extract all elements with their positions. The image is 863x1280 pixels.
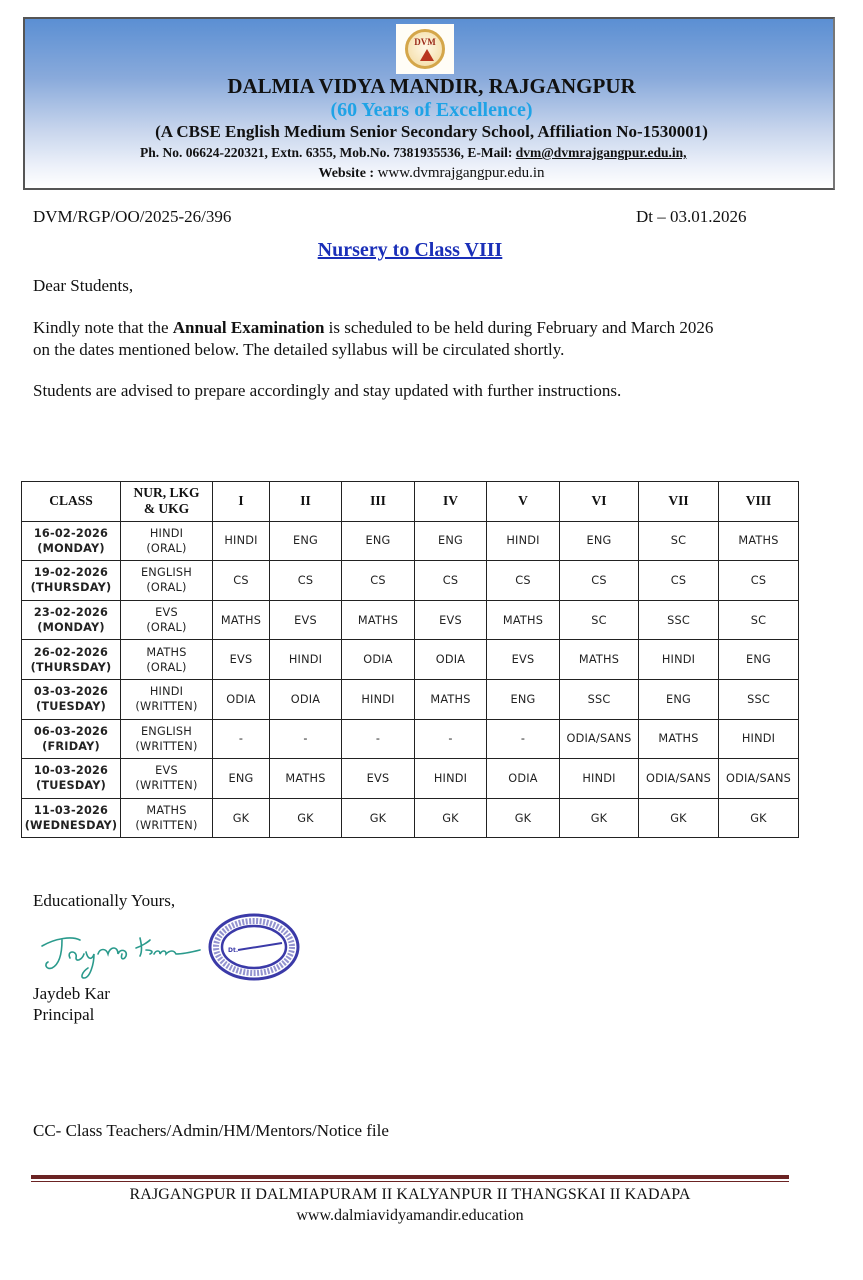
subject-cell: ODIA/SANS [560,719,639,759]
exam-date-cell [22,521,121,561]
nursery-subject: EVS [155,764,178,778]
exam-date-cell [22,719,121,759]
subject-cell: EVS [270,600,342,640]
subject-cell: - [213,719,270,759]
table-row [22,640,799,680]
table-row [22,798,799,838]
footer-divider-thin [31,1181,789,1182]
nursery-exam-type: (ORAL) [146,660,187,674]
contact-line [140,145,686,161]
nursery-exam-type: (ORAL) [146,541,187,555]
subject-cell: ENG [270,521,342,561]
subject-cell: HINDI [415,759,487,799]
subject-cell: MATHS [270,759,342,799]
website-label: Website : [318,166,378,181]
paragraph-2: Students are advised to prepare accordingly and stay updated with further instructions. [33,381,622,400]
nursery-exam-type: (WRITTEN) [135,700,198,714]
notice-title: Nursery to Class VIII [317,239,503,261]
exam-day: (THURSDAY) [30,660,112,674]
table-row [22,561,799,601]
nursery-subject: HINDI [149,685,184,699]
subject-cell: SSC [560,679,639,719]
exam-day: (MONDAY) [37,541,105,555]
exam-date-cell [22,561,121,601]
nursery-exam-type: (ORAL) [146,581,187,595]
subject-cell: HINDI [213,521,270,561]
header-text: & UKG [143,501,190,517]
subject-cell: GK [270,798,342,838]
subject-cell: ENG [639,679,719,719]
email-link[interactable]: dvm@dvmrajgangpur.edu.in, [515,145,687,160]
exam-day: (FRIDAY) [42,739,100,753]
subject-cell: ODIA/SANS [719,759,799,799]
subject-cell: CS [487,561,560,601]
subject-cell: EVS [213,640,270,680]
subject-cell: ODIA/SANS [639,759,719,799]
subject-cell: CS [342,561,415,601]
subject-cell: ENG [487,679,560,719]
subject-cell: EVS [487,640,560,680]
annual-exam-emphasis: Annual Examination [172,318,325,337]
subject-cell: - [415,719,487,759]
nursery-subject-cell [121,640,213,680]
subject-cell: ODIA [342,640,415,680]
subject-cell: CS [719,561,799,601]
exam-date: 03-03-2026 [33,685,109,699]
subject-cell: EVS [342,759,415,799]
subject-cell: ENG [213,759,270,799]
signoff: Educationally Yours, [33,891,176,910]
subject-cell: MATHS [415,679,487,719]
exam-date: 23-02-2026 [33,606,109,620]
header-nur-lkg-ukg [121,482,213,522]
nursery-subject-cell [121,561,213,601]
subject-cell: CS [639,561,719,601]
subject-cell: GK [415,798,487,838]
exam-date-cell [22,640,121,680]
subject-cell: ENG [342,521,415,561]
exam-date: 19-02-2026 [33,566,109,580]
subject-cell: MATHS [719,521,799,561]
exam-date: 06-03-2026 [33,724,109,738]
exam-date: 11-03-2026 [33,804,109,818]
exam-date-cell [22,759,121,799]
header-class-v: V [487,482,560,522]
nursery-subject: MATHS [146,645,187,659]
subject-cell: CS [560,561,639,601]
subject-cell: MATHS [342,600,415,640]
exam-schedule-table [21,481,799,838]
subject-cell: SSC [639,600,719,640]
website-link[interactable]: www.dvmrajgangpur.edu.in [377,165,545,181]
letter-date: Dt – 03.01.2026 [636,207,747,226]
school-tagline: (60 Years of Excellence) [330,99,533,121]
school-logo [396,24,454,74]
subject-cell: SC [719,600,799,640]
logo-text: DVM [414,37,436,47]
subject-cell: CS [415,561,487,601]
subject-cell: GK [213,798,270,838]
svg-text:Dt.: Dt. [228,947,239,954]
nursery-subject-cell [121,679,213,719]
header-class-iv: IV [415,482,487,522]
subject-cell: HINDI [719,719,799,759]
lamp-icon [420,49,434,61]
salutation: Dear Students, [33,276,134,295]
subject-cell: ODIA [415,640,487,680]
subject-cell: ENG [560,521,639,561]
reference-number: DVM/RGP/OO/2025-26/396 [33,207,232,226]
header-class-i: I [213,482,270,522]
table-row [22,759,799,799]
header-class-vi: VI [560,482,639,522]
subject-cell: GK [560,798,639,838]
footer-website-link[interactable]: www.dalmiavidyamandir.education [296,1207,524,1224]
exam-day: (TUESDAY) [35,779,107,793]
logo-emblem-icon [405,29,445,69]
subject-cell: MATHS [213,600,270,640]
signer-name: Jaydeb Kar [33,984,110,1003]
exam-date: 16-02-2026 [33,526,109,540]
nursery-subject: ENGLISH [140,566,193,580]
nursery-exam-type: (ORAL) [146,621,187,635]
subject-cell: SC [639,521,719,561]
school-stamp-icon [208,912,300,982]
exam-day: (WEDNESDAY) [24,819,118,833]
subject-cell: ODIA [270,679,342,719]
exam-date-cell [22,798,121,838]
cc-line: CC- Class Teachers/Admin/HM/Mentors/Notice file [33,1121,389,1140]
nursery-subject-cell [121,798,213,838]
table-row [22,719,799,759]
nursery-subject: MATHS [146,804,187,818]
subject-cell: ENG [415,521,487,561]
subject-cell: HINDI [560,759,639,799]
subject-cell: GK [719,798,799,838]
subject-cell: ODIA [213,679,270,719]
exam-date: 10-03-2026 [33,764,109,778]
principal-signature [36,924,206,980]
nursery-exam-type: (WRITTEN) [135,819,198,833]
nursery-exam-type: (WRITTEN) [135,779,198,793]
signer-role: Principal [33,1005,95,1024]
exam-day: (THURSDAY) [30,581,112,595]
subject-cell: SSC [719,679,799,719]
subject-cell: MATHS [639,719,719,759]
paragraph-1-line-1 [33,318,713,338]
header-text: NUR, LKG [133,485,200,501]
subject-cell: MATHS [560,640,639,680]
subject-cell: GK [487,798,560,838]
nursery-subject: EVS [155,606,178,620]
nursery-subject: HINDI [149,526,184,540]
header-class-vii: VII [639,482,719,522]
para-text: is scheduled to be held during February and March 2026 [324,318,714,337]
school-name: DALMIA VIDYA MANDIR, RAJGANGPUR [227,74,636,98]
subject-cell: CS [213,561,270,601]
contact-phone: Ph. No. 06624-220321, Extn. 6355, Mob.No. 7381935536, E-Mail: [140,145,516,160]
paragraph-1-line-2: on the dates mentioned below. The detailed syllabus will be circulated shortly. [33,340,565,359]
exam-date-cell [22,600,121,640]
subject-cell: MATHS [487,600,560,640]
footer-divider [31,1175,789,1179]
table-header-row [22,482,799,522]
subject-cell: GK [639,798,719,838]
header-class-viii: VIII [719,482,799,522]
header-class: CLASS [22,482,121,522]
nursery-subject-cell [121,600,213,640]
table-row [22,521,799,561]
subject-cell: CS [270,561,342,601]
subject-cell: HINDI [487,521,560,561]
exam-day: (MONDAY) [37,621,105,635]
exam-date-cell [22,679,121,719]
subject-cell: - [487,719,560,759]
footer-campuses: RAJGANGPUR II DALMIAPURAM II KALYANPUR II THANGSKAI II KADAPA [129,1186,691,1203]
header-class-ii: II [270,482,342,522]
header-class-iii: III [342,482,415,522]
subject-cell: GK [342,798,415,838]
website-line [0,165,863,182]
table-row [22,679,799,719]
subject-cell: ODIA [487,759,560,799]
subject-cell: EVS [415,600,487,640]
affiliation-line: (A CBSE English Medium Senior Secondary School, Affiliation No-1530001) [155,122,708,141]
nursery-subject: ENGLISH [140,724,193,738]
nursery-subject-cell [121,719,213,759]
subject-cell: - [342,719,415,759]
subject-cell: - [270,719,342,759]
subject-cell: ENG [719,640,799,680]
nursery-subject-cell [121,759,213,799]
exam-day: (TUESDAY) [35,700,107,714]
subject-cell: HINDI [342,679,415,719]
subject-cell: HINDI [639,640,719,680]
exam-date: 26-02-2026 [33,645,109,659]
table-row [22,600,799,640]
subject-cell: HINDI [270,640,342,680]
para-text: Kindly note that the [33,318,173,337]
nursery-subject-cell [121,521,213,561]
subject-cell: SC [560,600,639,640]
nursery-exam-type: (WRITTEN) [135,739,198,753]
